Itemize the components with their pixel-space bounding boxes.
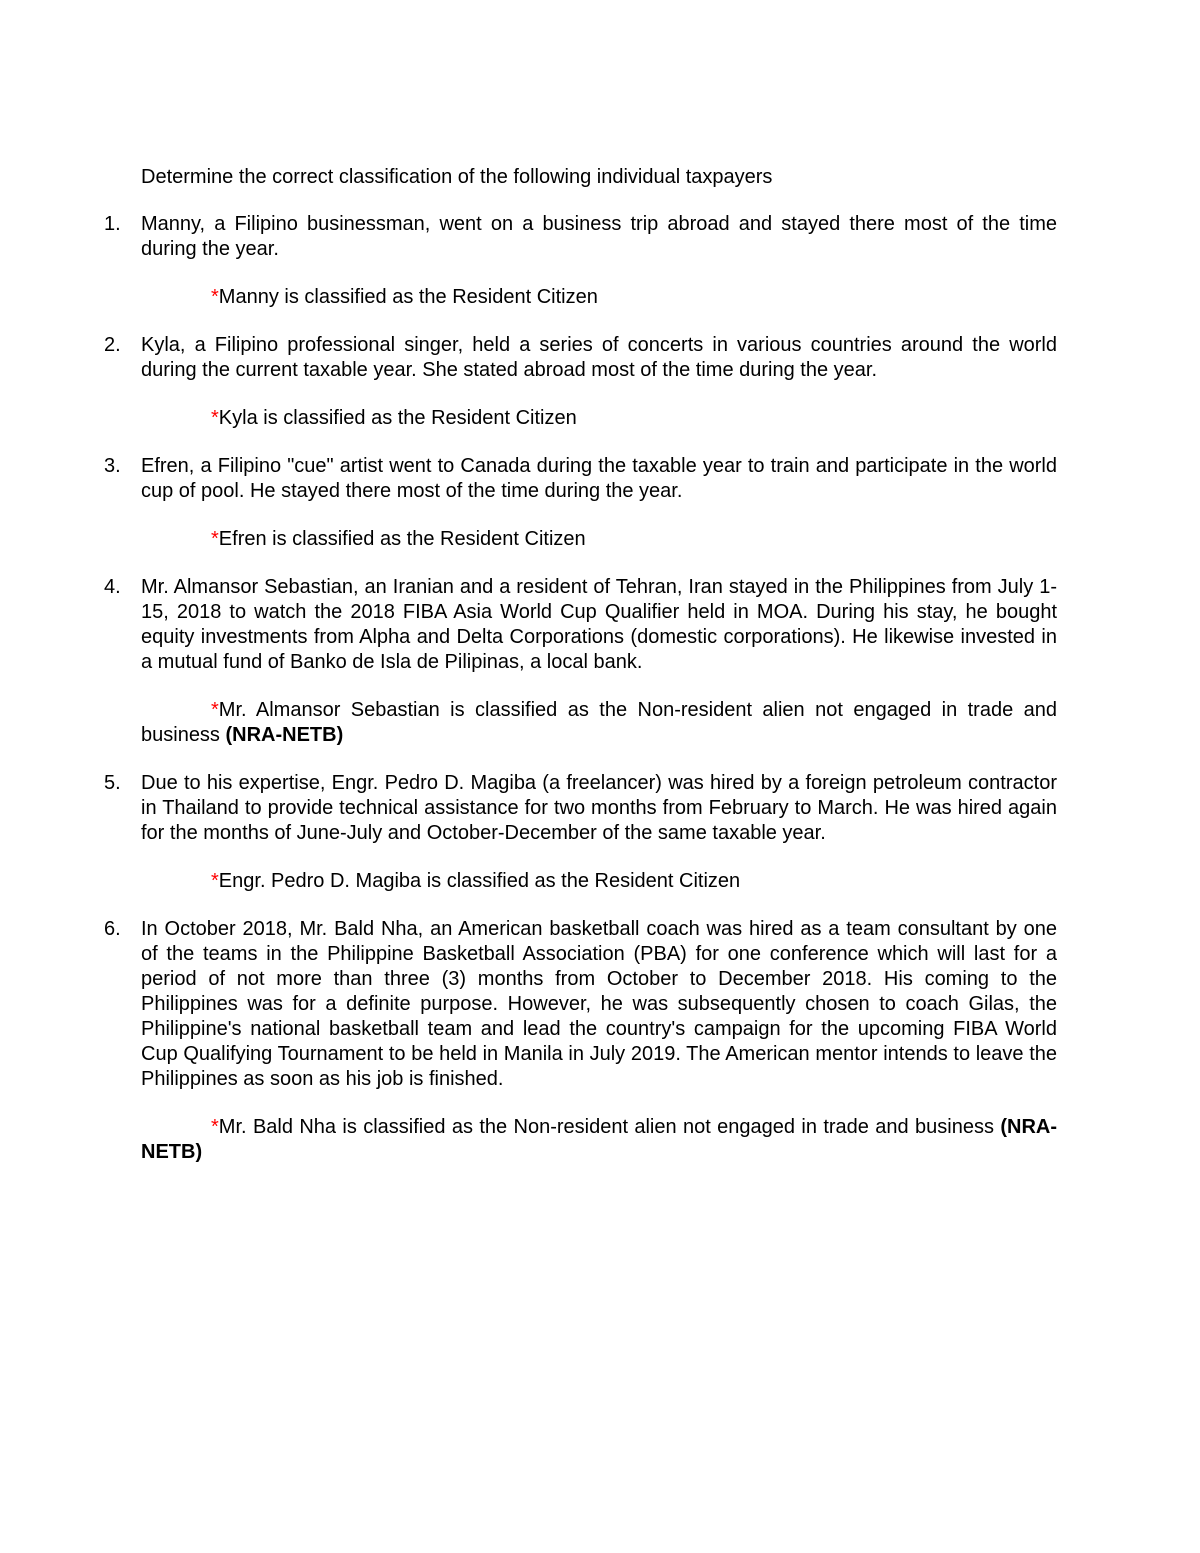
question-body: Due to his expertise, Engr. Pedro D. Magiba (a freelancer) was hired by a foreign petroleum contractor in Thailand to provide technical assistance for two months from February to March. He was hired again for the months of June-July and October-December of the same taxable year. — [141, 772, 1057, 844]
list-item — [104, 454, 1057, 552]
answer-text — [141, 698, 1057, 748]
question-text — [104, 454, 1057, 504]
item-number: 2. — [104, 334, 121, 356]
item-number: 5. — [104, 772, 121, 794]
item-number: 1. — [104, 213, 121, 235]
answer-body: Mr. Almansor Sebastian is classified as the Non-resident alien not engaged in trade and business — [141, 699, 1057, 746]
question-text — [104, 575, 1057, 675]
answer-bold: (NRA-NETB) — [225, 724, 344, 746]
list-item — [104, 917, 1057, 1165]
answer-text — [141, 285, 1057, 310]
question-text — [104, 212, 1057, 262]
question-body: Efren, a Filipino "cue" artist went to Canada during the taxable year to train and participate in the world cup of pool. He stayed there most of the time during the year. — [141, 455, 1057, 502]
item-number: 6. — [104, 918, 121, 940]
answer-body: Efren is classified as the Resident Citizen — [218, 528, 586, 550]
answer-text — [141, 869, 1057, 894]
asterisk-marker: * — [211, 1116, 219, 1138]
question-text — [104, 917, 1057, 1092]
list-item — [104, 575, 1057, 748]
list-item — [104, 333, 1057, 431]
answer-text — [141, 527, 1057, 552]
answer-body: Kyla is classified as the Resident Citizen — [218, 407, 577, 429]
list-item — [104, 212, 1057, 310]
question-text — [104, 333, 1057, 383]
asterisk-marker: * — [211, 528, 219, 550]
document-body — [104, 165, 1057, 1188]
question-body: Manny, a Filipino businessman, went on a business trip abroad and stayed there most of the time during the year. — [141, 213, 1057, 260]
list-item — [104, 771, 1057, 894]
asterisk-marker: * — [211, 407, 219, 429]
answer-text — [141, 1115, 1057, 1165]
item-number: 4. — [104, 576, 121, 598]
question-body: Kyla, a Filipino professional singer, held a series of concerts in various countries around the world during the current taxable year. She stated abroad most of the time during the year. — [141, 334, 1057, 381]
asterisk-marker: * — [211, 286, 219, 308]
answer-bold: (NRA-NETB) — [141, 1116, 1057, 1163]
question-body: Mr. Almansor Sebastian, an Iranian and a resident of Tehran, Iran stayed in the Philippines from July 1-15, 2018 to watch the 2018 FIBA Asia World Cup Qualifier held in MOA. During his stay, he bought equity investments from Alpha and Delta Corporations (domestic corporations). He likewise invested in a mutual fund of Banko de Isla de Pilipinas, a local bank. — [141, 576, 1057, 673]
question-body: In October 2018, Mr. Bald Nha, an American basketball coach was hired as a team consultant by one of the teams in the Philippine Basketball Association (PBA) for one conference which will last for a period of not more than three (3) months from October to December 2018. His coming to the Philippines was for a definite purpose. However, he was subsequently chosen to coach Gilas, the Philippine's national basketball team and lead the country's campaign for the upcoming FIBA World Cup Qualifying Tournament to be held in Manila in July 2019. The American mentor intends to leave the Philippines as soon as his job is finished. — [141, 918, 1057, 1090]
asterisk-marker: * — [211, 870, 219, 892]
item-number: 3. — [104, 455, 121, 477]
asterisk-marker: * — [211, 699, 219, 721]
question-text — [104, 771, 1057, 846]
answer-body: Manny is classified as the Resident Citizen — [218, 286, 598, 308]
answer-body: Engr. Pedro D. Magiba is classified as the Resident Citizen — [218, 870, 741, 892]
intro-text: Determine the correct classification of the following individual taxpayers — [141, 166, 773, 188]
answer-text — [141, 406, 1057, 431]
answer-body: Mr. Bald Nha is classified as the Non-resident alien not engaged in trade and business — [218, 1116, 1001, 1138]
